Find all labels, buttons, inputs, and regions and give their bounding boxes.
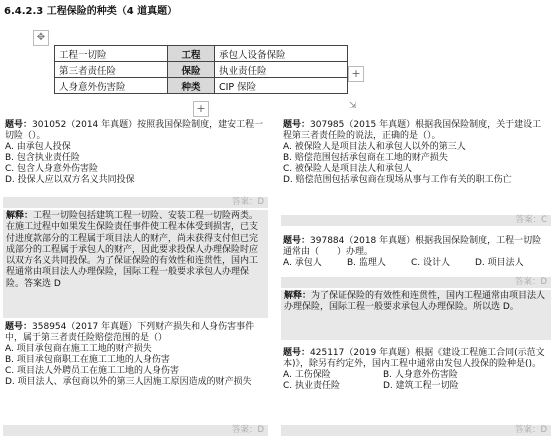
question-id-label: 题号： (283, 236, 311, 246)
option: C. 被保险人是项目法人和承包人 (283, 164, 413, 174)
option: C. 设计人 (411, 258, 451, 268)
option: B. 人身意外伤害险 (383, 370, 458, 380)
table-row (55, 62, 348, 78)
question-card (281, 348, 551, 436)
option: A. 承包人 (283, 258, 322, 268)
question-text: 307985（2015 年真题）根据我国保险制度，关于建设工程第三者责任险的说法，正确的是（）。 (283, 120, 542, 141)
table-cell: 承包人设备保险 (215, 46, 348, 62)
option: C. 执业责任险 (283, 381, 341, 391)
question-text: 358954（2017 年真题）下列财产损失和人身伤害事件中，属于第三者责任险赔偿范围的是（） (5, 322, 255, 343)
question-id-label: 题号： (5, 322, 33, 332)
question-text: 301052（2014 年真题）按照我国保险制度，建安工程一切险（）。 (5, 120, 264, 141)
section-heading: 6.4.2.3 工程保险的种类（4 道真题） (4, 6, 178, 17)
insurance-types-table (54, 45, 348, 94)
answer-label: 答案：D (281, 277, 551, 288)
question-id-label: 题号： (283, 120, 311, 130)
explanation-body: 工程一切险包括建筑工程一切险、安装工程一切险两类。在施工过程中如果发生保险责任事件使工程本体受到损害，已支付进度款部分的工程属于项目法人的财产，尚未获得支付但已完成部分的工程属于承包人的财产，因此要求投保人办理保险时应以双方名义共同投保。为了保证保险的有效性和连贯性，国内工程通常由项目法人办理保险，国际工程一般要求承包人办理保险。答案选 D (6, 211, 259, 289)
table-row (55, 78, 348, 94)
options-row (281, 370, 551, 381)
option: A. 被保险人是项目法人和承包人以外的第三人 (283, 142, 466, 152)
question-card (281, 236, 551, 288)
option: D. 投保人应以双方名义共同投保 (5, 175, 135, 185)
explanation-card (281, 290, 551, 340)
question-id-label: 题号： (5, 120, 33, 130)
option: C. 项目法人外聘员工在施工工地的人身伤害 (5, 366, 180, 376)
option: C. 包含人身意外伤害险 (5, 164, 99, 174)
table-cell: 工程一切险 (55, 46, 168, 62)
question-id-label: 题号： (283, 348, 311, 358)
option: A. 项目承包商在施工工地的财产损失 (5, 344, 152, 354)
option: B. 赔偿范围包括承包商在工地的财产损失 (283, 153, 448, 163)
question-stem (281, 120, 551, 142)
add-row-button[interactable]: + (193, 101, 209, 117)
explanation-text (281, 290, 551, 315)
question-card (3, 322, 268, 436)
table-row (55, 46, 348, 62)
question-stem (281, 236, 551, 258)
explanation-label: 解释： (6, 211, 34, 221)
question-text: 397884（2018 年真题）根据我国保险制度，工程一切险通常由（ ）办理。 (283, 236, 542, 257)
option: B. 监理人 (347, 258, 386, 268)
resize-handle-icon[interactable]: ⇲ (349, 101, 357, 111)
option: A. 工伤保险 (283, 370, 331, 380)
options-row (281, 381, 551, 392)
table-cell: CIP 保险 (215, 78, 348, 94)
question-stem (281, 348, 551, 370)
answer-label: 答案：D (3, 425, 268, 436)
table-cell: 人身意外伤害险 (55, 78, 168, 94)
question-card (3, 120, 268, 208)
option: D. 项目法人、承包商以外的第三人因施工原因造成的财产损失 (5, 377, 252, 387)
option: D. 项目法人 (475, 258, 524, 268)
answer-label: 答案：D (281, 425, 551, 436)
explanation-label: 解释： (284, 291, 312, 301)
table-cell: 执业责任险 (215, 62, 348, 78)
answer-label: 答案：D (3, 197, 268, 208)
question-stem (3, 322, 268, 344)
option: B. 包含执业责任险 (5, 153, 80, 163)
explanation-text (3, 210, 268, 291)
option: B. 项目承包商职工在施工工地的人身伤害 (5, 355, 170, 365)
answer-label: 答案：C (281, 215, 551, 226)
move-handle-icon[interactable]: ✥ (33, 30, 49, 46)
option: D. 建筑工程一切险 (383, 381, 459, 391)
table-center-cell: 种类 (168, 78, 215, 94)
option: A. 由承包人投保 (5, 142, 71, 152)
question-text: 425117（2019 年真题）根据《建设工程施工合同(示范文本)》，除另有约定外，国内工程中通常由发包人投保的险种是()。 (283, 348, 545, 369)
option: D. 赔偿范围包括承包商在现场从事与工作有关的职工伤亡 (283, 175, 512, 185)
table-center-cell: 保险 (168, 62, 215, 78)
explanation-card (3, 210, 268, 318)
add-column-button[interactable]: + (348, 66, 364, 82)
question-card (281, 120, 551, 226)
options-row (281, 258, 551, 269)
explanation-body: 为了保证保险的有效性和连贯性，国内工程通常由项目法人办理保险，国际工程一般要求承包人办理保险。所以选 D。 (284, 291, 546, 313)
table-center-cell: 工程 (168, 46, 215, 62)
table-cell: 第三者责任险 (55, 62, 168, 78)
question-stem (3, 120, 268, 142)
